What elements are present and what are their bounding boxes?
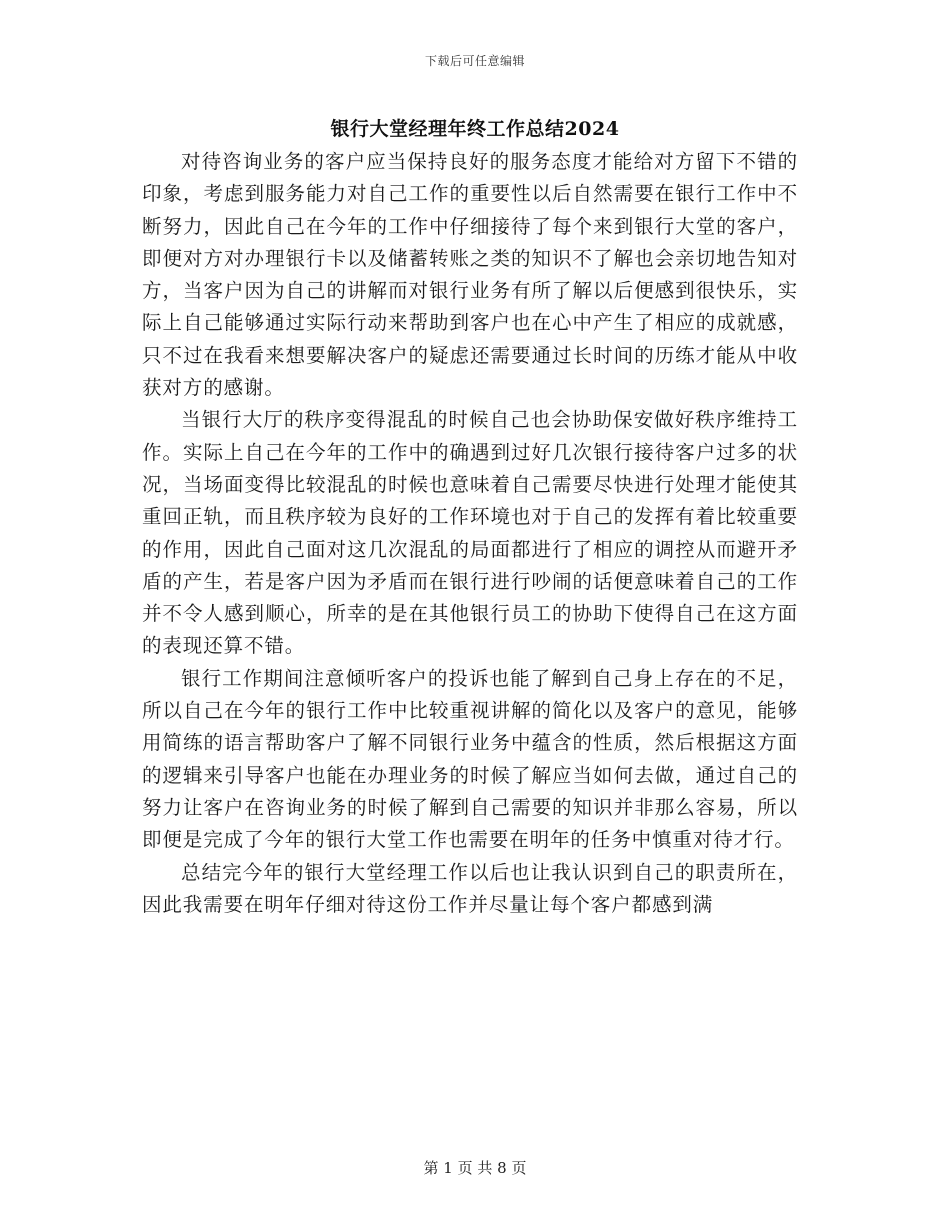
paragraph-1: 对待咨询业务的客户应当保持良好的服务态度才能给对方留下不错的印象，考虑到服务能力对自己工作的重要性以后自然需要在银行工作中不断努力，因此自己在今年的工作中仔细接待了每个来到银行大堂的客户，即便对方对办理银行卡以及储蓄转账之类的知识不了解也会亲切地告知对方，当客户因为自己的讲解而对银行业务有所了解以后便感到很快乐，实际上自己能够通过实际行动来帮助到客户也在心中产生了相应的成就感，只不过在我看来想要解决客户的疑虑还需要通过长时间的历练才能从中收获对方的感谢。 bbox=[142, 150, 798, 400]
document-body bbox=[142, 146, 798, 921]
document-title: 银行大堂经理年终工作总结2024 bbox=[330, 118, 620, 140]
page-number: 第 1 页 共 8 页 bbox=[423, 1159, 527, 1177]
page-header-note: 下载后可任意编辑 bbox=[424, 54, 525, 68]
paragraph-2: 当银行大厅的秩序变得混乱的时候自己也会协助保安做好秩序维持工作。实际上自己在今年的工作中的确遇到过好几次银行接待客户过多的状况，当场面变得比较混乱的时候也意味着自己需要尽快进行处理才能使其重回正轨，而且秩序较为良好的工作环境也对于自己的发挥有着比较重要的作用，因此自己面对这几次混乱的局面都进行了相应的调控从而避开矛盾的产生，若是客户因为矛盾而在银行进行吵闹的话便意味着自己的工作并不令人感到顺心，所幸的是在其他银行员工的协助下使得自己在这方面的表现还算不错。 bbox=[142, 408, 798, 658]
paragraph-4: 总结完今年的银行大堂经理工作以后也让我认识到自己的职责所在，因此我需要在明年仔细对待这份工作并尽量让每个客户都感到满 bbox=[142, 860, 798, 916]
paragraph-3: 银行工作期间注意倾听客户的投诉也能了解到自己身上存在的不足，所以自己在今年的银行工作中比较重视讲解的简化以及客户的意见，能够用简练的语言帮助客户了解不同银行业务中蕴含的性质，然后根据这方面的逻辑来引导客户也能在办理业务的时候了解应当如何去做，通过自己的努力让客户在咨询业务的时候了解到自己需要的知识并非那么容易，所以即便是完成了今年的银行大堂工作也需要在明年的任务中慎重对待才行。 bbox=[142, 666, 798, 852]
